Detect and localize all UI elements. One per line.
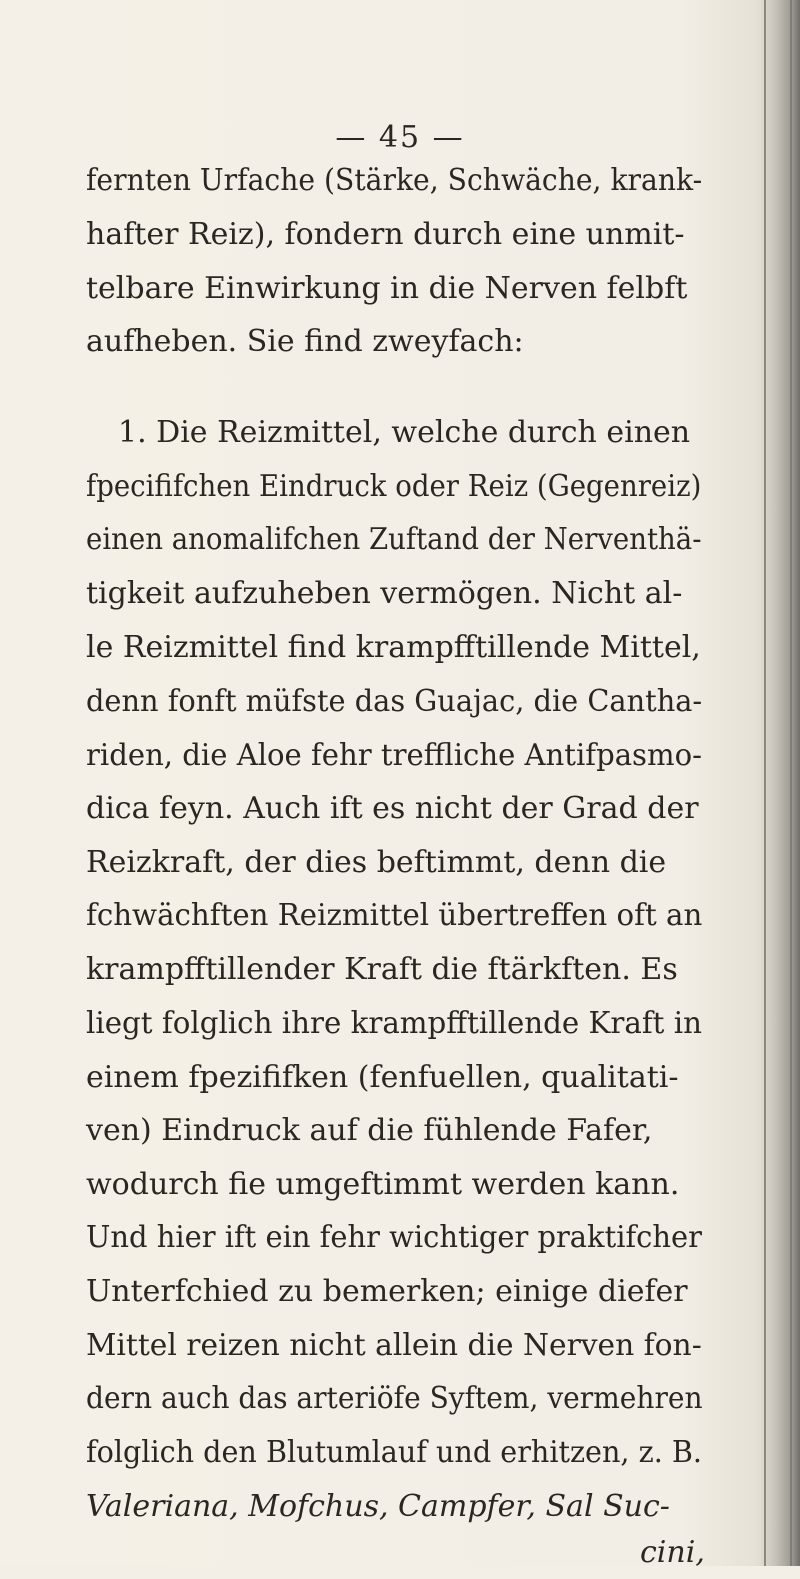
text-line: fpecififchen Eindruck oder Reiz (Gegenreiz) <box>86 469 702 504</box>
text-line: riden, die Aloe fehr treffliche Antifpasmo- <box>86 738 702 773</box>
text-line: einen anomalifchen Zuftand der Nerventhä- <box>86 522 702 557</box>
text-line: Und hier ift ein fehr wichtiger praktifcher <box>86 1220 702 1255</box>
text-line: einem fpezififken (fenfuellen, qualitati- <box>86 1060 679 1095</box>
text-line: tigkeit aufzuheben vermögen. Nicht al- <box>86 576 683 611</box>
page-edge-line <box>764 0 766 1566</box>
text-line: Valeriana, Mofchus, Campfer, Sal Suc- <box>86 1489 670 1524</box>
page-edge-shadow <box>760 0 800 1566</box>
text-line: wodurch fie umgeftimmt werden kann. <box>86 1167 680 1202</box>
text-line: Reizkraft, der dies beftimmt, denn die <box>86 845 667 880</box>
page-number: — 45 — <box>335 120 465 155</box>
text-line: Mittel reizen nicht allein die Nerven fon- <box>86 1328 702 1363</box>
text-line: denn fonft müfste das Guajac, die Cantha- <box>86 684 703 719</box>
text-line: hafter Reiz), fondern durch eine unmit- <box>86 217 685 252</box>
text-line: dica feyn. Auch ift es nicht der Grad der <box>86 791 699 826</box>
text-line: fchwächften Reizmittel übertreffen oft an <box>86 898 703 933</box>
page-edge-line <box>790 0 792 1566</box>
text-line: folglich den Blutumlauf und erhitzen, z. B. <box>86 1435 703 1470</box>
text-line: 1. Die Reizmittel, welche durch einen <box>118 415 691 450</box>
text-line: aufheben. Sie find zweyfach: <box>86 324 524 359</box>
text-line: ven) Eindruck auf die fühlende Fafer, <box>86 1113 653 1148</box>
text-line: fernten Urfache (Stärke, Schwäche, krank- <box>86 163 703 198</box>
text-line: liegt folglich ihre krampfftillende Kraft in <box>86 1006 702 1041</box>
text-line: dern auch das arteriöfe Syftem, vermehren <box>86 1381 703 1416</box>
text-line: krampfftillender Kraft die ftärkften. Es <box>86 952 678 987</box>
text-line: le Reizmittel find krampfftillende Mittel, <box>86 630 701 665</box>
text-line: Unterfchied zu bemerken; einige diefer <box>86 1274 688 1309</box>
catchword: cini, <box>640 1535 705 1570</box>
text-line: telbare Einwirkung in die Nerven felbft <box>86 271 688 306</box>
